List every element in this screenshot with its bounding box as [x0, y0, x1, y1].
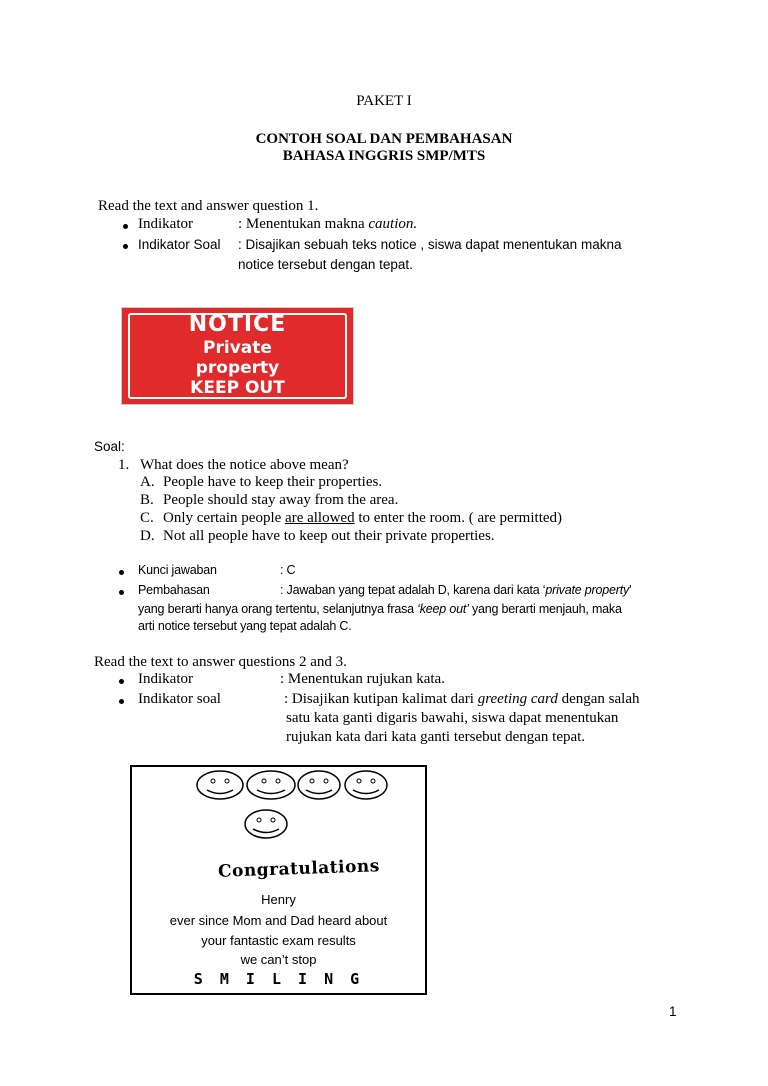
pembahasan-text: yang berarti hanya orang tertentu, selanjutnya frasa ‘keep out’ yang berarti menjauh, maka [138, 602, 622, 616]
bullet-icon [123, 224, 128, 229]
indikator-label: Indikator [138, 216, 193, 232]
card-message: ever since Mom and Dad heard about [169, 913, 388, 928]
paket-label: PAKET I [356, 93, 412, 109]
card-smiling: S M I L I N G [193, 970, 364, 988]
option-text: People should stay away from the area. [163, 492, 399, 508]
bullet-icon [119, 570, 124, 575]
bullet-icon [119, 699, 124, 704]
bullet-icon [119, 590, 124, 595]
option-letter: D. [140, 528, 155, 544]
page-title: CONTOH SOAL DAN PEMBAHASAN [255, 131, 513, 147]
greeting-card [130, 765, 427, 995]
indikator-soal-text: satu kata ganti digaris bawahi, siswa dapat menentukan [286, 710, 619, 726]
bullet-icon [119, 679, 124, 684]
pembahasan-label: Pembahasan [138, 583, 210, 597]
indikator-soal-text: : Disajikan sebuah teks notice , siswa dapat menentukan makna [238, 237, 622, 252]
notice-sign-image [121, 307, 354, 405]
option-text: People have to keep their properties. [163, 474, 383, 490]
indikator-text: : Menentukan rujukan kata. [280, 671, 445, 687]
notice-sign-text: Private [203, 338, 272, 358]
option-letter: B. [140, 492, 154, 508]
pembahasan-text: arti notice tersebut yang tepat adalah C. [138, 619, 352, 633]
option-letter: A. [140, 474, 155, 490]
page-subtitle: BAHASA INGGRIS SMP/MTS [282, 148, 486, 164]
pembahasan-text: : Jawaban yang tepat adalah D, karena dari kata ‘private property’ [280, 583, 632, 597]
indikator-label: Indikator [138, 671, 193, 687]
section1-intro: Read the text and answer question 1. [98, 198, 319, 214]
page-number: 1 [669, 1004, 677, 1019]
kunci-value: : C [280, 563, 296, 577]
option-text: Not all people have to keep out their private properties. [163, 528, 495, 544]
card-name: Henry [261, 892, 296, 907]
notice-sign-text: KEEP OUT [190, 378, 285, 398]
indikator-soal-label: Indikator Soal [138, 237, 221, 252]
question-number: 1. [118, 457, 130, 473]
notice-sign-title: NOTICE [188, 312, 287, 337]
indikator-soal-text: : Disajikan kutipan kalimat dari greeting card dengan salah [284, 691, 640, 707]
kunci-label: Kunci jawaban [138, 563, 217, 577]
indikator-soal-text: rujukan kata dari kata ganti tersebut dengan tepat. [286, 729, 586, 745]
card-heading: Congratulations [217, 856, 381, 882]
section2-intro: Read the text to answer questions 2 and 3. [94, 654, 347, 670]
question-text: What does the notice above mean? [140, 457, 349, 473]
indikator-soal-label: Indikator soal [138, 691, 221, 707]
notice-sign-text: property [195, 358, 280, 378]
option-text: Only certain people are allowed to enter the room. ( are permitted) [163, 510, 563, 526]
bullet-icon [123, 244, 128, 249]
indikator-text: : Menentukan makna caution. [238, 216, 418, 232]
soal-label: Soal: [94, 439, 125, 454]
option-letter: C. [140, 510, 154, 526]
indikator-soal-text: notice tersebut dengan tepat. [238, 257, 413, 272]
card-message: we can’t stop [240, 952, 317, 967]
card-message: your fantastic exam results [201, 933, 356, 948]
